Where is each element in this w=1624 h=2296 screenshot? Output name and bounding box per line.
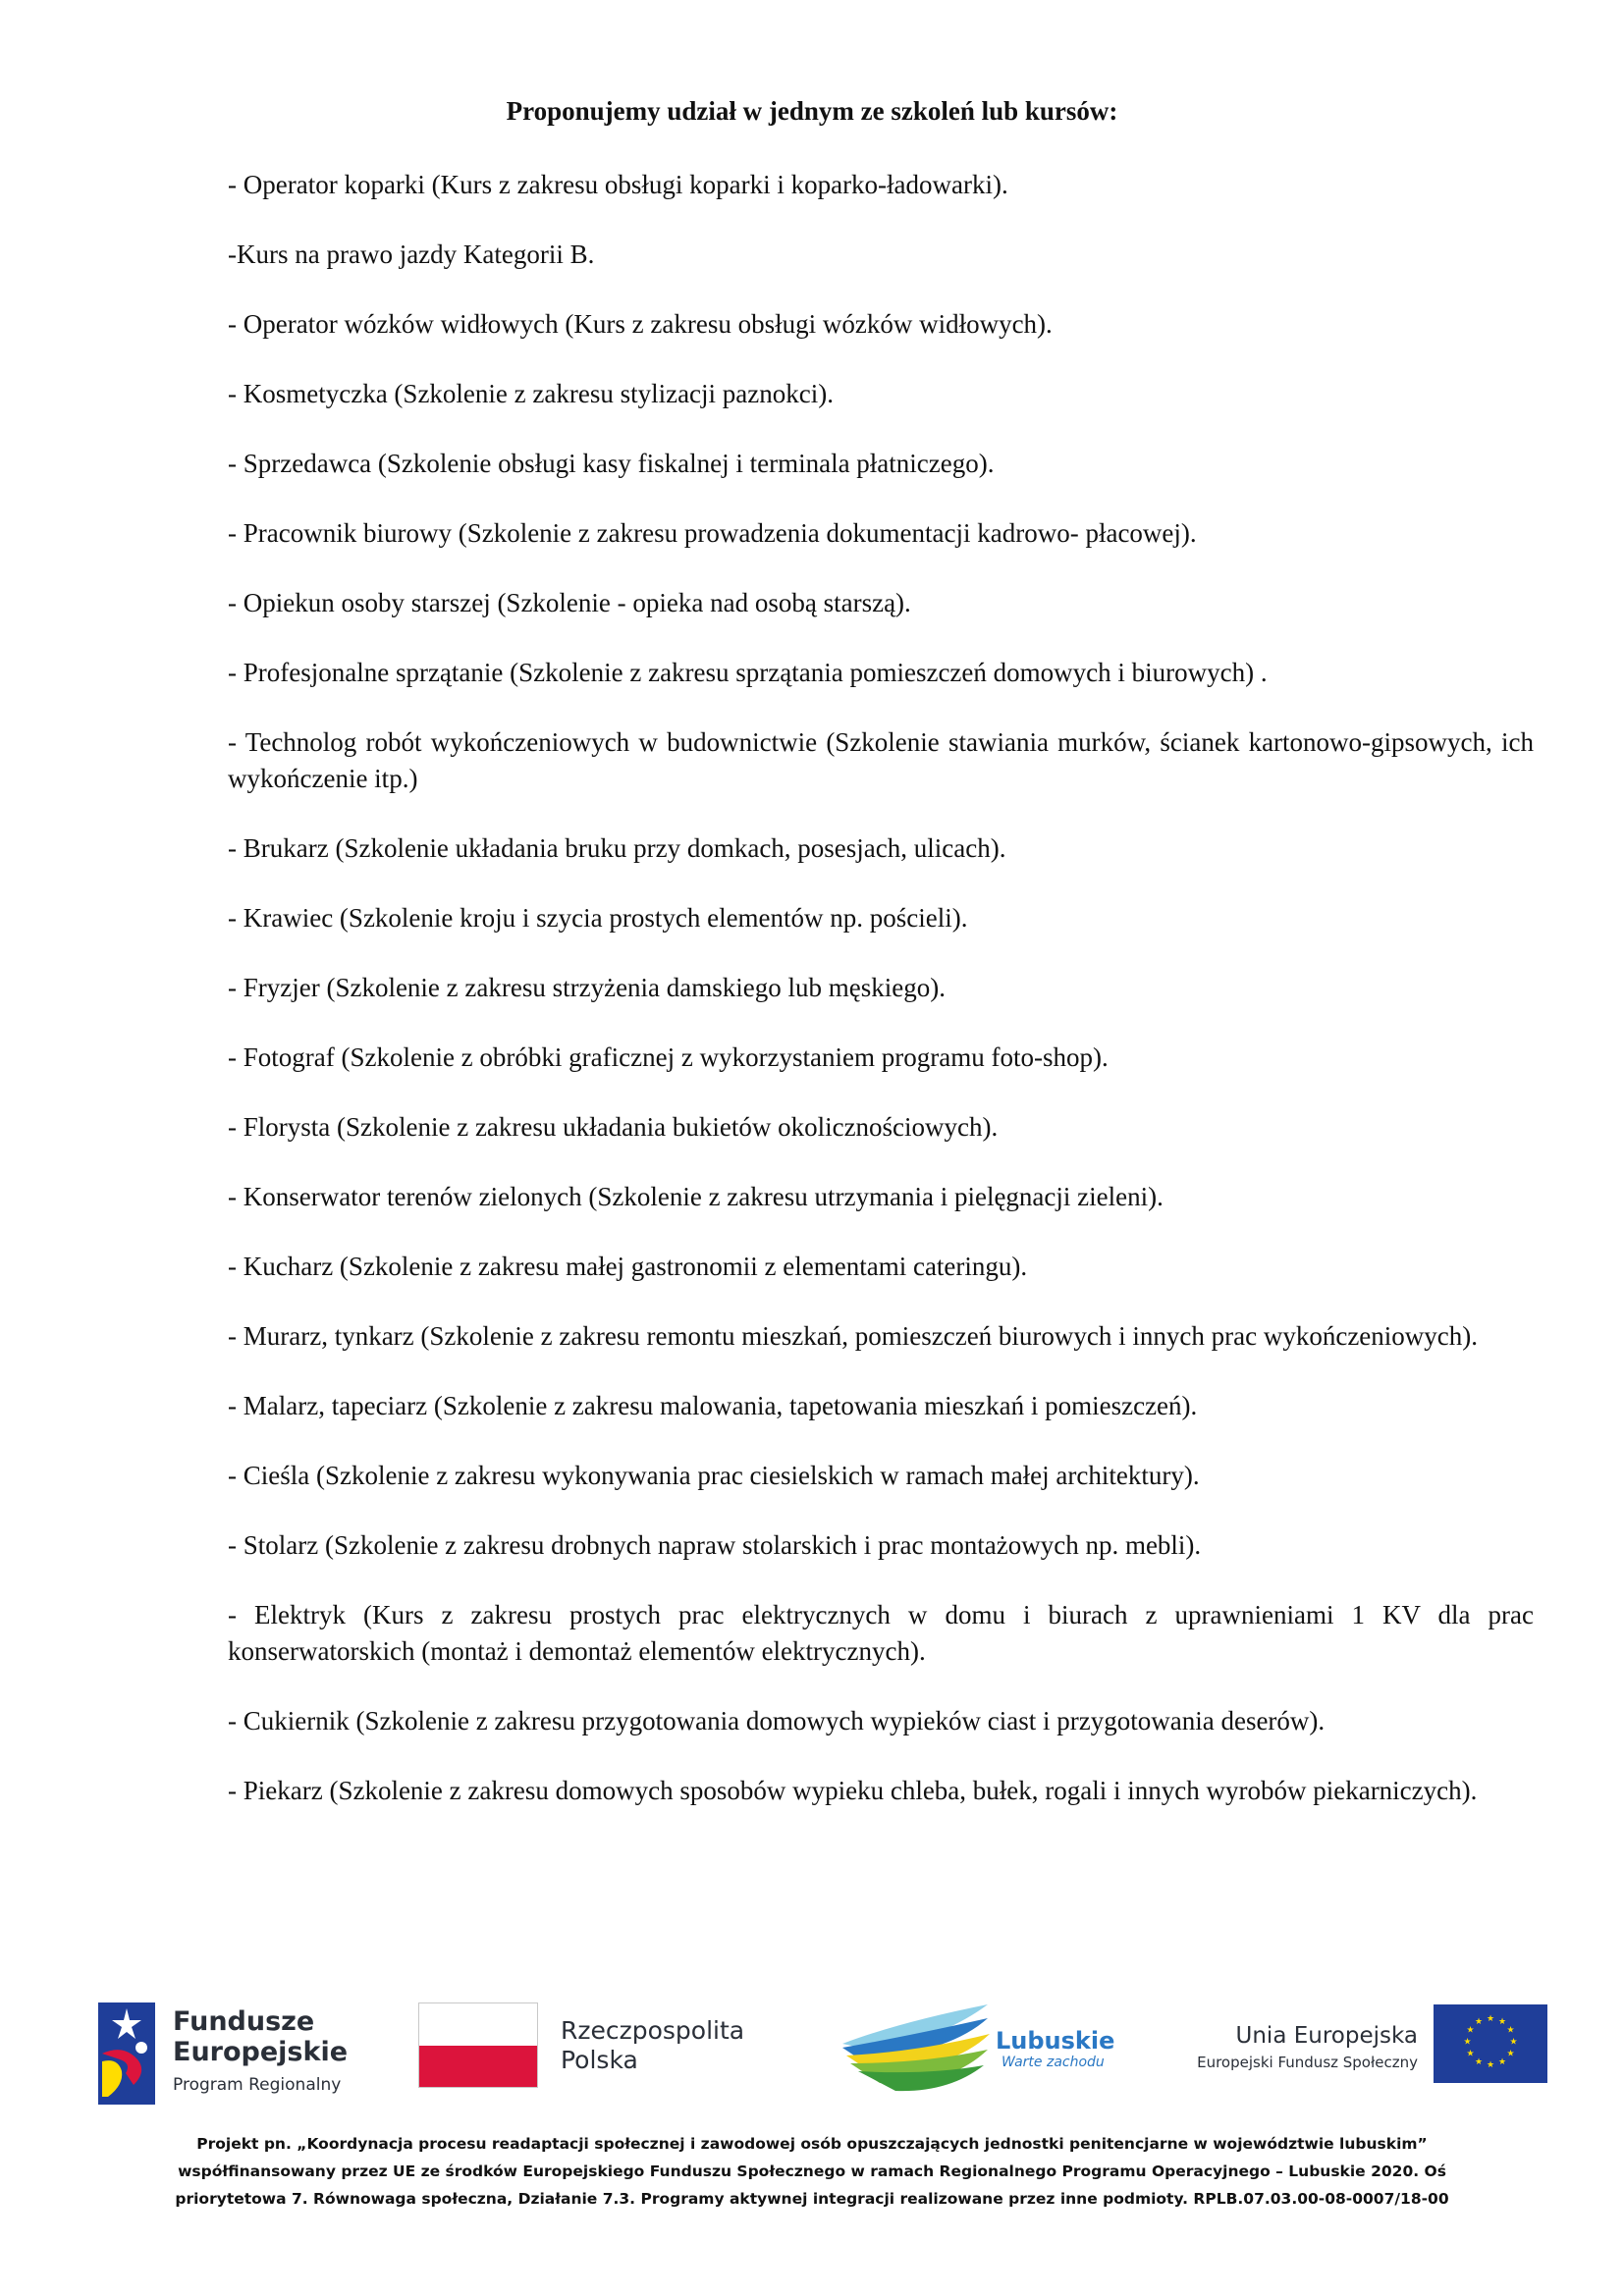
course-item-fryzjer: - Fryzjer (Szkolenie z zakresu strzyżenia damskiego lub męskiego).	[228, 973, 946, 1002]
lubuskie-swoosh-icon	[840, 1999, 998, 2093]
course-item-fotograf: - Fotograf (Szkolenie z obróbki graficznej z wykorzystaniem programu foto-shop).	[228, 1042, 1109, 1072]
svg-text:★: ★	[1506, 2049, 1515, 2059]
course-item-technolog: - Technolog robót wykończeniowych w budownictwie (Szkolenie stawiania murków, ścianek kartonowo-gipsowych, ich wykończenie itp.)	[228, 727, 1534, 793]
svg-text:★: ★	[1466, 2049, 1475, 2059]
lb-line2: Warte zachodu	[1001, 2055, 1105, 2070]
course-item-kosmetyczka: - Kosmetyczka (Szkolenie z zakresu stylizacji paznokci).	[228, 379, 834, 408]
rp-line2: Polska	[561, 2046, 638, 2074]
course-item-malarz: - Malarz, tapeciarz (Szkolenie z zakresu malowania, tapetowania mieszkań i pomieszczeń).	[228, 1391, 1198, 1420]
course-item-konserwator: - Konserwator terenów zielonych (Szkolenie z zakresu utrzymania i pielęgnacji zieleni).	[228, 1182, 1164, 1211]
course-item-ciesla: - Cieśla (Szkolenie z zakresu wykonywania prac ciesielskich w ramach małej architektury).	[228, 1461, 1200, 1490]
course-item-operator-wozkow: - Operator wózków widłowych (Kurs z zakresu obsługi wózków widłowych).	[228, 309, 1053, 339]
unia-europejska-text	[1164, 2022, 1418, 2075]
course-item-pracownik-biurowy: - Pracownik biurowy (Szkolenie z zakresu prowadzenia dokumentacji kadrowo- płacowej).	[228, 518, 1197, 548]
project-note-line1: Projekt pn. „Koordynacja procesu readaptacji społecznej i zawodowej osób opuszczających jednostki penitencjarne w województwie lubuskim”	[196, 2135, 1428, 2153]
lb-line1: Lubuskie	[996, 2027, 1115, 2055]
course-item-brukarz: - Brukarz (Szkolenie układania bruku przy domkach, posesjach, ulicach).	[228, 833, 1006, 863]
course-item-piekarz: - Piekarz (Szkolenie z zakresu domowych sposobów wypieku chleba, bułek, rogali i innych wyrobów piekarniczych).	[228, 1776, 1478, 1805]
fe-line2: Europejskie	[173, 2037, 349, 2067]
svg-text:★: ★	[1486, 2060, 1495, 2070]
lubuskie-logo	[840, 1993, 1125, 2120]
rzeczpospolita-polska-logo	[418, 1993, 811, 2120]
course-item-krawiec: - Krawiec (Szkolenie kroju i szycia prostych elementów np. pościeli).	[228, 903, 968, 933]
course-item-sprzedawca: - Sprzedawca (Szkolenie obsługi kasy fiskalnej i terminala płatniczego).	[228, 449, 995, 478]
logo-bar	[94, 1993, 1538, 2120]
svg-text:★: ★	[1466, 2025, 1475, 2036]
svg-text:★: ★	[1463, 2037, 1472, 2048]
course-item-kucharz: - Kucharz (Szkolenie z zakresu małej gastronomii z elementami cateringu).	[228, 1252, 1028, 1281]
course-item-murarz: - Murarz, tynkarz (Szkolenie z zakresu remontu mieszkań, pomieszczeń biurowych i innych prac wykończeniowych).	[228, 1321, 1479, 1351]
eu-flag-icon	[1434, 2004, 1547, 2083]
rp-line1: Rzeczpospolita	[561, 2016, 745, 2045]
svg-text:★: ★	[1474, 2017, 1484, 2027]
svg-text:★: ★	[1506, 2025, 1515, 2036]
svg-text:★: ★	[1497, 2017, 1507, 2027]
course-list	[228, 167, 1534, 1842]
ue-line2: Europejski Fundusz Społeczny	[1197, 2054, 1418, 2071]
course-item-elektryk: - Elektryk (Kurs z zakresu prostych prac elektrycznych w domu i biurach z uprawnieniami 1 KV dla prac konserwatorskich (montaż i demontaż elementów elektrycznych).	[228, 1600, 1534, 1666]
svg-text:★: ★	[1486, 2014, 1495, 2024]
fundusze-europejskie-text	[173, 2006, 348, 2099]
course-item-sprzatanie: - Profesjonalne sprzątanie (Szkolenie z zakresu sprzątania pomieszczeń domowych i biurowych) .	[228, 658, 1268, 687]
fundusze-europejskie-logo	[94, 1993, 389, 2120]
ue-line1: Unia Europejska	[1235, 2023, 1418, 2049]
course-item-florysta: - Florysta (Szkolenie z zakresu układania bukietów okolicznościowych).	[228, 1112, 999, 1142]
project-note-line2: współfinansowany przez UE ze środków Europejskiego Funduszu Społecznego w ramach Regionalnego Programu Operacyjnego – Lubuskie 2020. Oś	[178, 2163, 1446, 2180]
page-title: Proponujemy udział w jednym ze szkoleń lub kursów:	[506, 96, 1118, 126]
rzeczpospolita-polska-text	[561, 2016, 744, 2075]
course-item-opiekun: - Opiekun osoby starszej (Szkolenie - opieka nad osobą starszą).	[228, 588, 911, 617]
svg-text:★: ★	[1509, 2037, 1518, 2048]
project-note	[118, 2130, 1506, 2213]
unia-europejska-logo	[1164, 1993, 1538, 2120]
fe-line3: Program Regionalny	[173, 2075, 342, 2095]
svg-text:★: ★	[1497, 2057, 1507, 2067]
fe-line1: Fundusze	[173, 2006, 315, 2037]
course-item-cukiernik: - Cukiernik (Szkolenie z zakresu przygotowania domowych wypieków ciast i przygotowania deserów).	[228, 1706, 1326, 1735]
course-item-operator-koparki: - Operator koparki (Kurs z zakresu obsługi koparki i koparko-ładowarki).	[228, 170, 1008, 199]
polish-flag-icon	[418, 2002, 538, 2088]
course-item-stolarz: - Stolarz (Szkolenie z zakresu drobnych napraw stolarskich i prac montażowych np. mebli).	[228, 1530, 1202, 1560]
fundusze-europejskie-emblem-icon	[98, 2002, 155, 2105]
project-note-line3: priorytetowa 7. Równowaga społeczna, Działanie 7.3. Programy aktywnej integracji realizowane przez inne podmioty. RPLB.07.03.00-08-0007/18-00	[175, 2190, 1449, 2208]
course-item-prawo-jazdy: -Kurs na prawo jazdy Kategorii B.	[228, 240, 595, 269]
svg-text:★: ★	[1474, 2057, 1484, 2067]
lubuskie-text	[996, 2028, 1114, 2071]
